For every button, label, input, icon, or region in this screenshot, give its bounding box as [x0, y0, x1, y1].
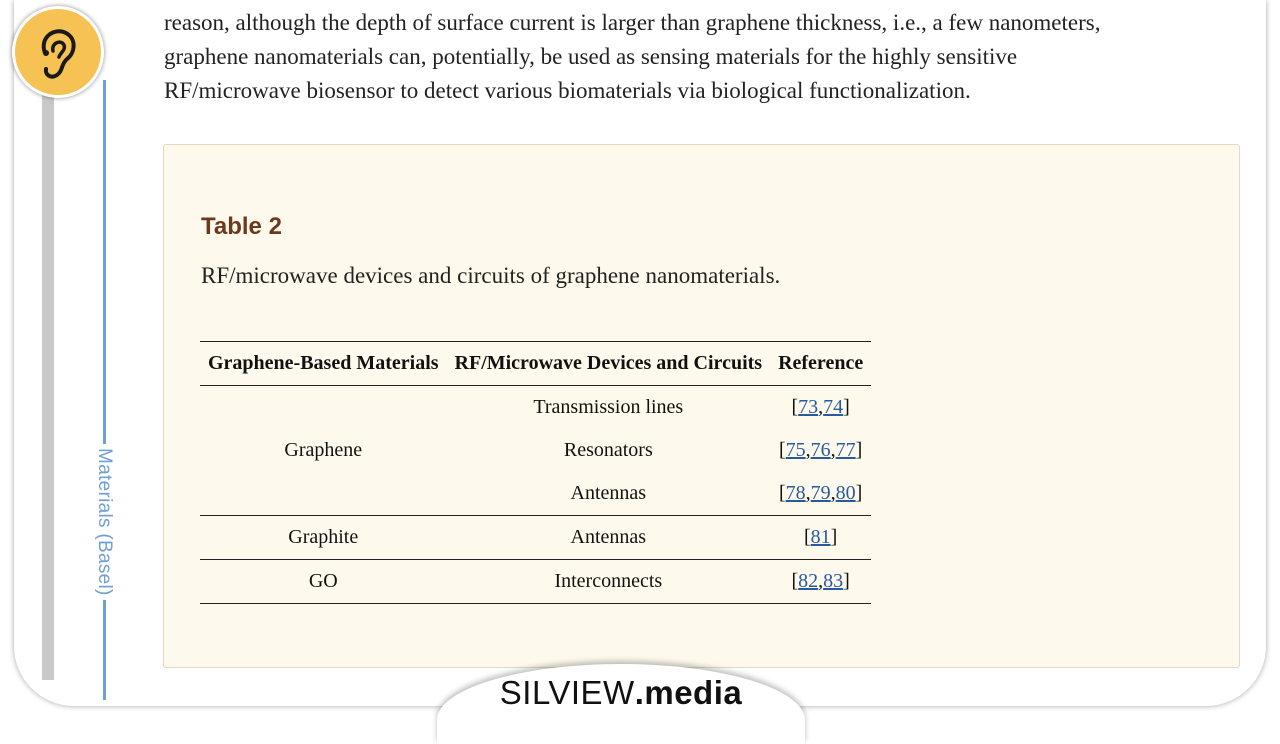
reference-link[interactable]: 83	[823, 570, 844, 592]
ear-logo	[12, 6, 104, 98]
reference-link[interactable]: 78	[785, 482, 806, 504]
intro-line: RF/microwave biosensor to detect various biomaterials via biological functionalization.	[164, 78, 971, 103]
reference-link[interactable]: 81	[810, 526, 831, 548]
watermark-suffix: .media	[634, 674, 743, 711]
intro-line: reason, although the depth of surface current is larger than graphene thickness, i.e., a few nanometers,	[164, 10, 1101, 35]
page-frame	[14, 0, 1266, 706]
header-row	[200, 342, 871, 386]
reference-link[interactable]: 74	[823, 396, 844, 418]
reference-cell: [82,83]	[770, 560, 871, 604]
intro-line: graphene nanomaterials can, potentially, be used as sensing materials for the highly sensitive	[164, 44, 1018, 69]
scroll-gutter	[42, 60, 54, 680]
table-row	[200, 560, 871, 604]
device-cell: Transmission lines	[533, 396, 684, 418]
reference-link[interactable]: 77	[835, 439, 856, 461]
intro-paragraph	[164, 6, 1224, 108]
device-cell: Antennas	[447, 472, 771, 516]
reference-link[interactable]: 79	[810, 482, 831, 504]
column-header: Graphene-Based Materials	[200, 342, 447, 386]
reference-link[interactable]: 73	[798, 396, 819, 418]
device-cell: Antennas	[447, 516, 771, 560]
side-accent-line	[103, 80, 106, 700]
device-cell: Interconnects	[447, 560, 771, 604]
reference-link[interactable]: 80	[835, 482, 856, 504]
watermark-text	[500, 674, 742, 712]
reference-cell: [73,74]	[791, 396, 850, 418]
data-table	[200, 341, 871, 604]
reference-cell: [81]	[770, 516, 871, 560]
reference-link[interactable]: 76	[810, 439, 831, 461]
table-container	[163, 144, 1240, 668]
journal-side-label: Materials (Basel)	[93, 444, 115, 600]
device-cell: Resonators	[563, 439, 653, 461]
ear-icon	[33, 23, 83, 81]
column-header: Reference	[770, 342, 871, 386]
material-cell: Graphite	[200, 516, 447, 560]
column-header: RF/Microwave Devices and Circuits	[447, 342, 771, 386]
reference-cell: [75,76,77]	[778, 439, 863, 461]
reference-cell: [78,79,80]	[770, 472, 871, 516]
watermark-brand: SILVIEW	[499, 674, 635, 711]
table-row	[200, 386, 871, 430]
table-caption: RF/microwave devices and circuits of graphene nanomaterials.	[201, 263, 781, 288]
material-cell: GO	[200, 560, 447, 604]
table-row	[200, 516, 871, 560]
reference-link[interactable]: 75	[785, 439, 806, 461]
table-heading: Table 2	[201, 213, 282, 240]
reference-link[interactable]: 82	[798, 570, 819, 592]
material-cell: Graphene	[200, 386, 447, 516]
